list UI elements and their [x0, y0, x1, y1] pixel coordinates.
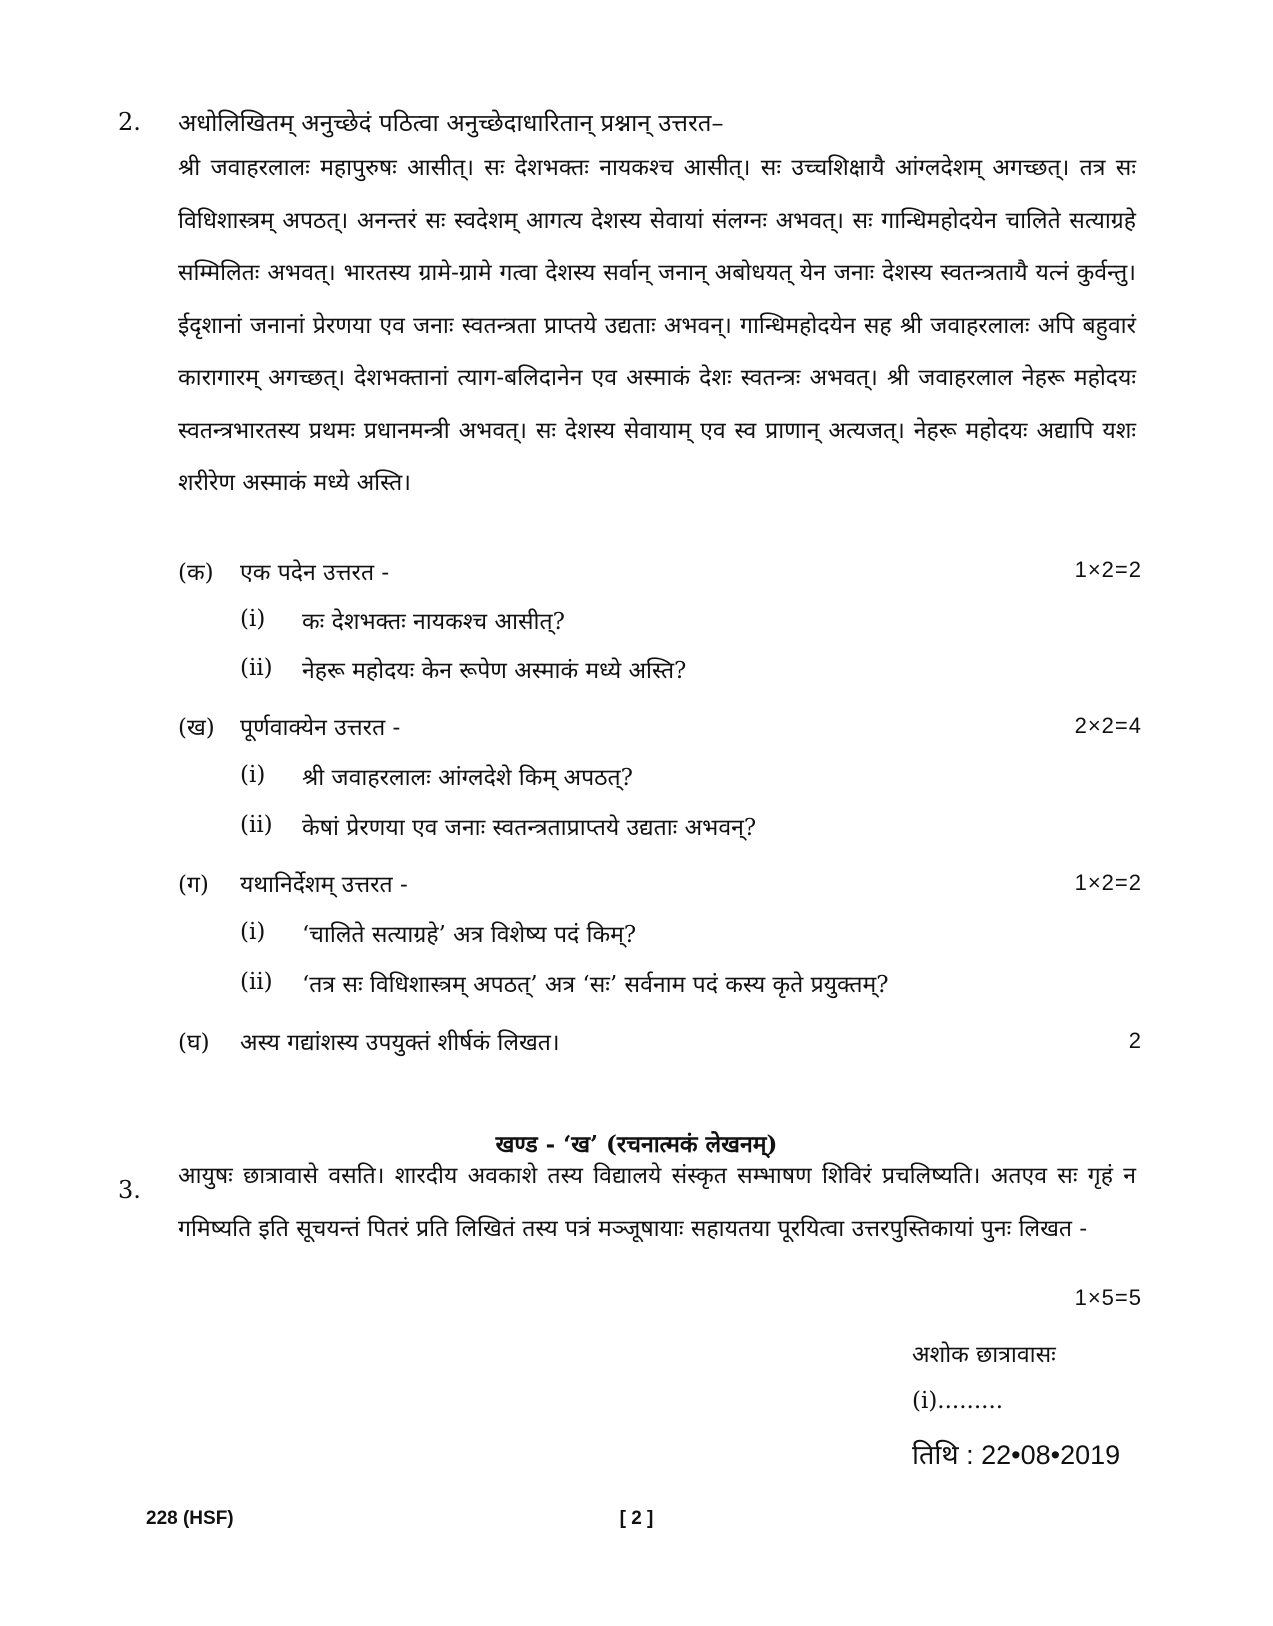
- part-label: (ग): [178, 872, 209, 898]
- part-instruction: पूर्णवाक्येन उत्तरत -: [240, 715, 401, 741]
- marks: 2: [1128, 1028, 1142, 1053]
- marks: 1×5=5: [1074, 1285, 1142, 1310]
- question-num: (i): [240, 762, 266, 788]
- question-text: कः देशभक्तः नायकश्च आसीत्?: [302, 609, 565, 635]
- marks: 1×2=2: [1074, 557, 1142, 582]
- part-label: (ख): [178, 715, 215, 741]
- question-num: (i): [240, 919, 266, 945]
- question-num: (ii): [240, 655, 273, 681]
- question-num: (ii): [240, 812, 273, 838]
- question-text: नेहरू महोदयः केन रूपेण अस्माकं मध्ये अस्ति?: [302, 658, 687, 684]
- question-instruction: अधोलिखितम् अनुच्छेदं पठित्वा अनुच्छेदाधारितान् प्रश्नान् उत्तरत–: [178, 109, 724, 137]
- question-text: केषां प्रेरणया एव जनाः स्वतन्त्रताप्राप्तये उद्यताः अभवन्?: [302, 815, 757, 841]
- question-text: ‘चालिते सत्याग्रहे’ अत्र विशेष्य पदं किम्?: [302, 922, 637, 948]
- question-text: आयुषः छात्रावासे वसति। शारदीय अवकाशे तस्य विद्यालये संस्कृत सम्भाषण शिविरं प्रचलिष्यति। अतएव सः गृहं न गमिष्यति इति सूचयन्तं पितरं प्रति लिखितं तस्य पत्रं मञ्जूषायाः सहायतया पूरयित्वा उत्तरपुस्तिकायां पुनः लिखत -: [178, 1163, 1136, 1242]
- question-num: (ii): [240, 969, 273, 995]
- letter-blank: (i).........: [912, 1388, 1004, 1414]
- letter-address: अशोक छात्रावासः: [912, 1342, 1056, 1368]
- section-title: खण्ड - ‘ख’ (रचनात्मकं लेखनम्): [495, 1131, 778, 1158]
- question-number: 3.: [118, 1176, 141, 1204]
- letter-date: तिथि : 22•08•2019: [912, 1440, 1121, 1470]
- passage: श्री जवाहरलालः महापुरुषः आसीत्। सः देशभक्तः नायकश्च आसीत्। सः उच्चशिक्षायै आंग्लदेशम् अगच्छत्। तत्र सः विधिशास्त्रम् अपठत्। अनन्तरं सः स्वदेशम् आगत्य देशस्य सेवायां संलग्नः अभवत्। सः गान्धिमहोदयेन चालिते सत्याग्रहे सम्मिलितः अभवत्। भारतस्य ग्रामे-ग्रामे गत्वा देशस्य सर्वान् जनान् अबोधयत् येन जनाः देशस्य स्वतन्त्रतायै यत्नं कुर्वन्तु। ईदृशानां जनानां प्रेरणया एव जनाः स्वतन्त्रता प्राप्तये उद्यताः अभवन्। गान्धिमहोदयेन सह श्री जवाहरलालः अपि बहुवारं कारागारम् अगच्छत्। देशभक्तानां त्याग-बलिदानेन एव अस्माकं देशः स्वतन्त्रः अभवत्। श्री जवाहरलाल नेहरू महोदयः स्वतन्त्रभारतस्य प्रथमः प्रधानमन्त्री अभवत्। सः देशस्य सेवायाम् एव स्व प्राणान् अत्यजत्। नेहरू महोदयः अद्यापि यशः शरीरेण अस्माकं मध्ये अस्ति।: [178, 155, 1136, 496]
- part-label: (क): [178, 560, 214, 586]
- part-instruction: एक पदेन उत्तरत -: [240, 560, 390, 586]
- question-text: ‘तत्र सः विधिशास्त्रम् अपठत्’ अत्र ‘सः’ सर्वनाम पदं कस्य कृते प्रयुक्तम्?: [302, 972, 889, 998]
- page-number: [ 2 ]: [619, 1508, 654, 1529]
- question-num: (i): [240, 606, 266, 632]
- paper-code: 228 (HSF): [146, 1508, 234, 1529]
- part-instruction: अस्य गद्यांशस्य उपयुक्तं शीर्षकं लिखत।: [240, 1030, 560, 1056]
- part-label: (घ): [178, 1030, 210, 1056]
- question-number: 2.: [118, 108, 141, 136]
- marks: 1×2=2: [1074, 870, 1142, 895]
- question-text: श्री जवाहरलालः आंग्लदेशे किम् अपठत्?: [302, 765, 633, 791]
- part-instruction: यथानिर्देशम् उत्तरत -: [240, 872, 408, 898]
- marks: 2×2=4: [1074, 713, 1142, 738]
